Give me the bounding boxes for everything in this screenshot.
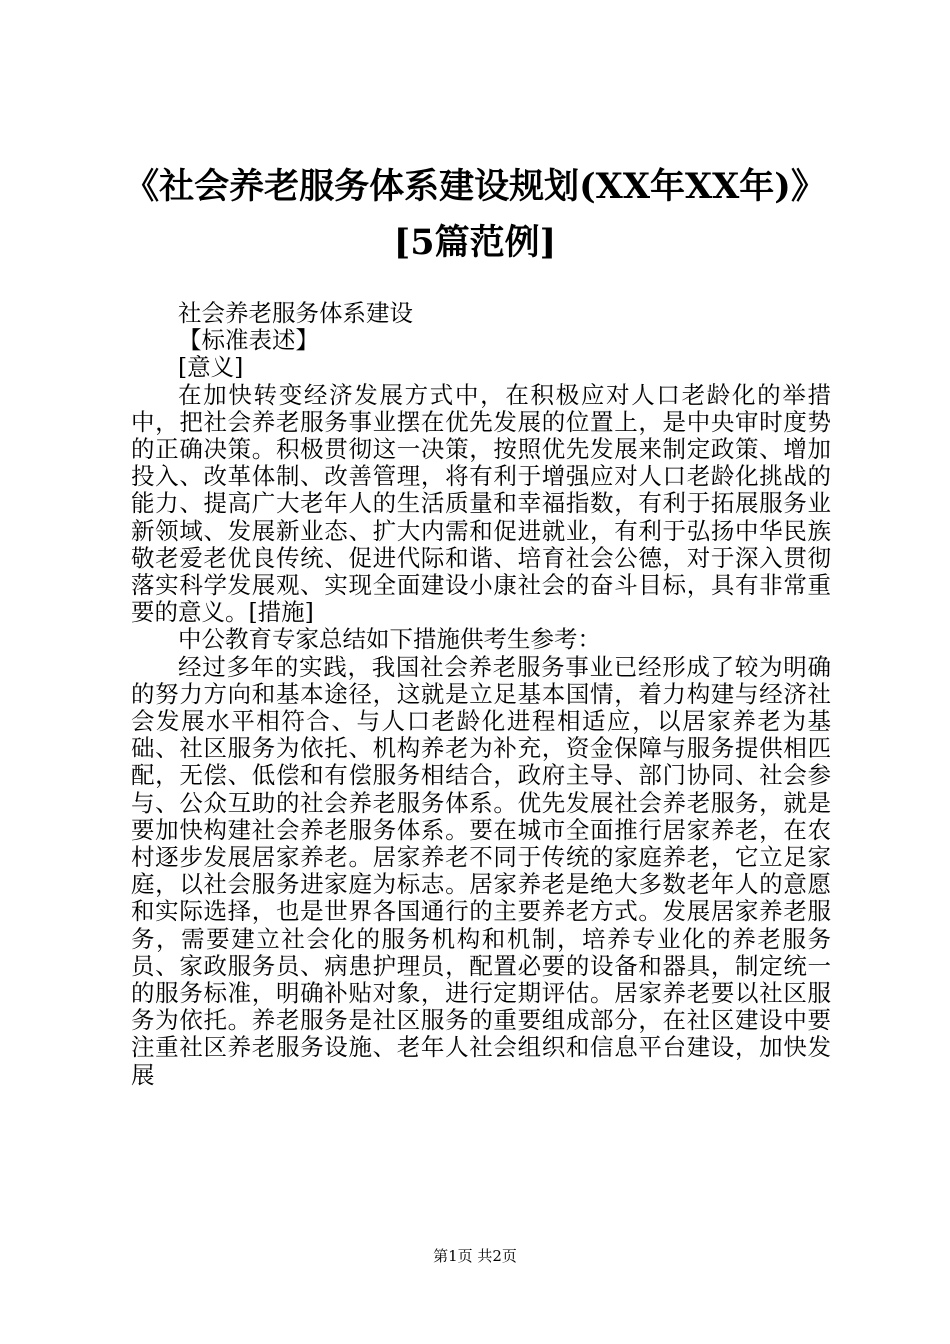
section-heading: 社会养老服务体系建设 [178, 299, 413, 327]
significance-label: [意义] [178, 353, 244, 382]
document-title-line-1: 《社会养老服务体系建设规划(XX年XX年)》 [124, 166, 826, 207]
document-title-line-2: [5篇范例] [393, 222, 557, 263]
measures-paragraph: 经过多年的实践，我国社会养老服务事业已经形成了较为明确的努力方向和基本途径，这就是立足基本国情，着力构建与经济社会发展水平相符合、与人口老龄化进程相适应，以居家养老为基础、社区服务为依托、机构养老为补充，资金保障与服务提供相匹配，无偿、低偿和有偿服务相结合，政府主导、部门协同、社会参与、公众互助的社会养老服务体系。优先发展社会养老服务，就是要加快构建社会养老服务体系。要在城市全面推行居家养老，在农村逐步发展居家养老。居家养老不同于传统的家庭养老，它立足家庭，以社会服务进家庭为标志。居家养老是绝大多数老年人的意愿和实际选择，也是世界各国通行的主要养老方式。发展居家养老服务，需要建立社会化的服务机构和机制，培养专业化的养老服务员、家政服务员、病患护理员，配置必要的设备和器具，制定统一的服务标准，明确补贴对象，进行定期评估。居家养老要以社区服务为依托。养老服务是社区服务的重要组成部分，在社区建设中要注重社区养老服务设施、老年人社会组织和信息平台建设，加快发展 [131, 652, 831, 1089]
standard-statement-label: 【标准表述】 [178, 326, 319, 355]
significance-paragraph: 在加快转变经济发展方式中，在积极应对人口老龄化的举措中，把社会养老服务事业摆在优先发展的位置上，是中央审时度势的正确决策。积极贯彻这一决策，按照优先发展来制定政策、增加投入、改革体制、改善管理，将有利于增强应对人口老龄化挑战的能力、提高广大老年人的生活质量和幸福指数，有利于拓展服务业新领域、发展新业态、扩大内需和促进就业，有利于弘扬中华民族敬老爱老优良传统、促进代际和谐、培育社会公德，对于深入贯彻落实科学发展观、实现全面建设小康社会的奋斗目标，具有非常重要的意义。[措施] [131, 380, 831, 627]
document-body [131, 300, 831, 1089]
measures-intro-paragraph: 中公教育专家总结如下措施供考生参考： [178, 625, 601, 654]
page-footer: 第1页 共2页 [433, 1247, 517, 1265]
